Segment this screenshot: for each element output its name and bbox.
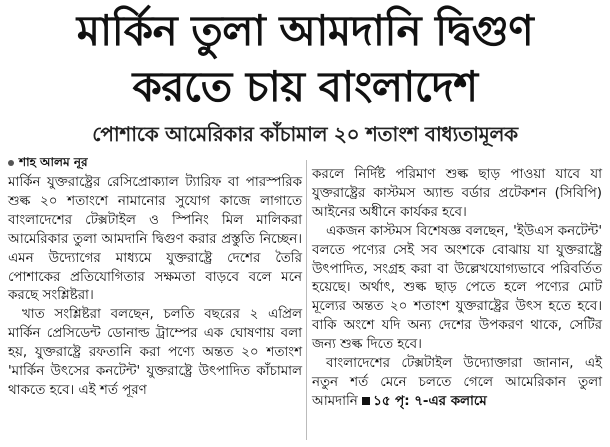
headline-line-2: করতে চায় বাংলাদেশ: [132, 62, 478, 111]
article-paragraph: একজন কাস্টমস বিশেষজ্ঞ বলছেন, 'ইউএস কনটেন্ট' বলতে পণ্যের সেই সব অংশকে বোঝায় যা যুক্তরাষ্ট্রে উৎপাদিত, সংগ্রহ করা বা উল্লেখযোগ্যভাবে পরিবর্তিত হয়েছে। অর্থাৎ, শুল্ক ছাড় পেতে হলে পণ্যের মোট মূল্যের অন্তত ২০ শতাংশ যুক্তরাষ্ট্রের উৎস হতে হবে। বাকি অংশে যদি অন্য দেশের উপকরণ থাকে, সেটির জন্য শুল্ক দিতে হবে।: [312, 223, 602, 353]
article-paragraph: [312, 355, 602, 412]
article-paragraph: করলে নির্দিষ্ট পরিমাণ শুল্ক ছাড় পাওয়া যাবে যা যুক্তরাষ্ট্রের কাস্টমস অ্যান্ড বর্ডার প্রটেকশন (সিবিপি) আইনের অধীনে কার্যকর হবে।: [312, 167, 602, 220]
byline: [8, 154, 88, 170]
byline-author: শাহ আলম নূর: [19, 155, 88, 169]
headline-line-1: মার্কিন তুলা আমদানি দ্বিগুণ: [76, 6, 534, 55]
article-paragraph-text: বাংলাদেশের টেক্সটাইল উদ্যোক্তারা জানান, এই নতুন শর্ত মেনে চলতে গেলে আমেরিকান তুলা আমদানি: [312, 356, 602, 409]
column-divider: [306, 160, 307, 440]
article-paragraph: মার্কিন যুক্তরাষ্ট্রের রেসিপ্রোক্যাল ট্যারিফ বা পারস্পরিক শুল্ক ২০ শতাংশে নামানোর সুযোগ কাজে লাগাতে বাংলাদেশের টেক্সটাইল ও স্পিনিং মিল মালিকরা আমেরিকার তুলা আমদানি দ্বিগুণ করার প্রস্তুতি নিচ্ছেন। এমন উদ্যোগের মাধ্যমে যুক্তরাষ্ট্রে দেশের তৈরি পোশাকের প্রতিযোগিতার সক্ষমতা বাড়বে বলে মনে করছে সংশ্লিষ্টরা।: [8, 175, 302, 304]
article-column-left: [8, 174, 302, 401]
continuation-note: [362, 394, 487, 409]
article-paragraph: খাত সংশ্লিষ্টরা বলছেন, চলতি বছরের ২ এপ্রিল মার্কিন প্রেসিডেন্ট ডোনাল্ড ট্রাম্পের এক ঘোষণায় বলা হয়, যুক্তরাষ্ট্রে রফতানি করা পণ্যে অন্তত ২০ শতাংশ 'মার্কিন উৎসের কনটেন্ট' যুক্তরাষ্ট্রে উৎপাদিত কাঁচামাল থাকতে হবে। এই শর্ত পূরণ: [8, 307, 302, 398]
bullet-icon: [8, 160, 14, 166]
article-column-right: [312, 166, 602, 412]
square-bullet-icon: [362, 397, 370, 405]
subheadline: পোশাকে আমেরিকার কাঁচামাল ২০ শতাংশ বাধ্যতামূলক: [92, 122, 518, 146]
continuation-text: ১৫ পৃ: ৭-এর কলামে: [373, 393, 487, 409]
